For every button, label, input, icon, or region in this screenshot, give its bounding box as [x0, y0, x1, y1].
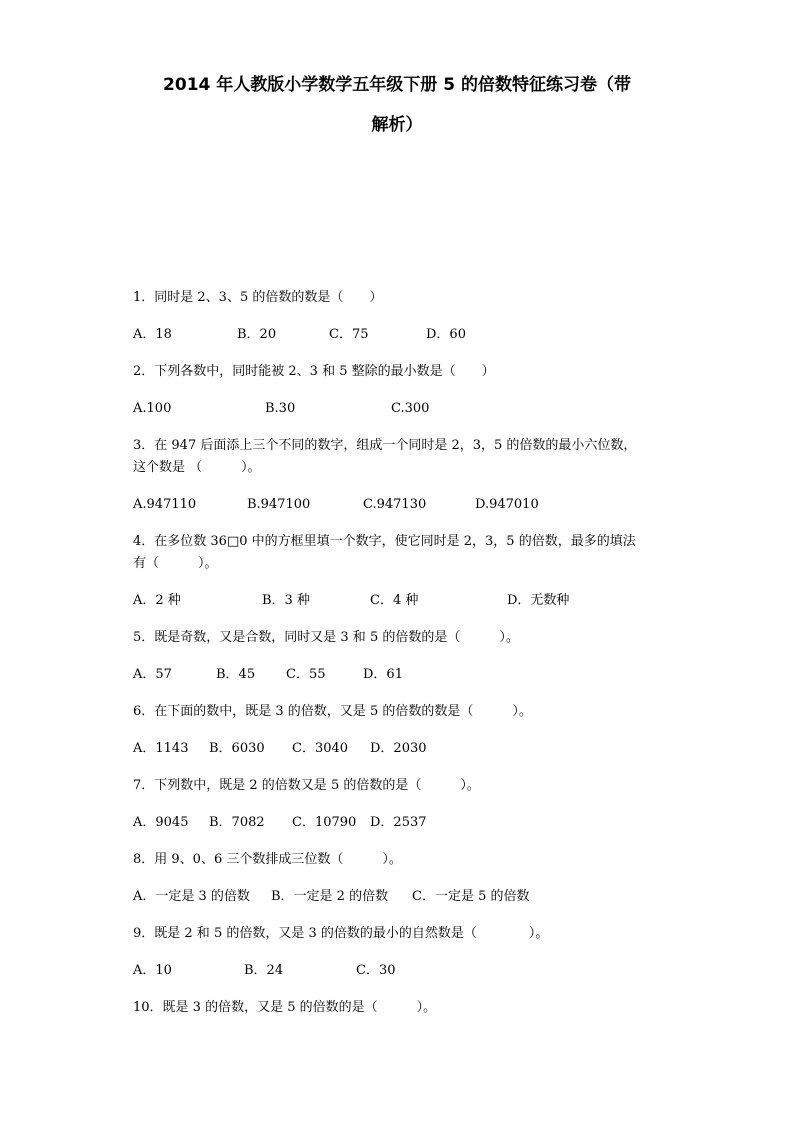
option-a: A．10 — [133, 963, 172, 978]
option-b: B.947100 — [247, 497, 311, 512]
option-c: C．55 — [286, 667, 326, 682]
question-8: 8．用 9、0、6 三个数排成三位数（ ）。 — [133, 852, 402, 867]
question-list — [133, 287, 673, 1019]
question-3-continued: 这个数是 （ ）。 — [133, 460, 261, 475]
option-a: A．2 种 — [133, 593, 181, 608]
question-4-options — [133, 590, 673, 612]
option-a: A．9045 — [133, 815, 189, 830]
option-b: B．7082 — [209, 815, 265, 830]
option-d: D．61 — [363, 667, 403, 682]
option-b: B.30 — [265, 401, 296, 416]
option-c: C．10790 — [292, 815, 357, 830]
option-b: B．3 种 — [262, 593, 310, 608]
option-a: A．57 — [133, 667, 172, 682]
option-b: B．6030 — [209, 741, 265, 756]
question-1: 1．同时是 2、3、5 的倍数的数是（ ） — [133, 290, 383, 305]
title-line-2: 解析） — [371, 115, 423, 135]
option-a: A．1143 — [133, 741, 189, 756]
question-2: 2．下列各数中，同时能被 2、3 和 5 整除的最小数是（ ） — [133, 364, 495, 379]
option-c: C．一定是 5 的倍数 — [412, 889, 530, 904]
question-9: 9．既是 2 和 5 的倍数，又是 3 的倍数的最小的自然数是（ ）。 — [133, 926, 549, 941]
option-b: B．24 — [244, 963, 284, 978]
option-d: D．60 — [426, 327, 466, 342]
option-b: B．45 — [216, 667, 256, 682]
option-b: B．一定是 2 的倍数 — [271, 889, 389, 904]
question-5-options — [133, 664, 673, 686]
question-10: 10．既是 3 的倍数，又是 5 的倍数的是（ ）。 — [133, 1000, 437, 1015]
option-a: A.100 — [133, 401, 172, 416]
question-4-continued: 有（ ）。 — [133, 556, 218, 571]
option-d: D．2030 — [370, 741, 427, 756]
title-line-1: 2014 年人教版小学数学五年级下册 5 的倍数特征练习卷（带 — [163, 75, 631, 95]
option-a: A．18 — [133, 327, 172, 342]
question-7-options — [133, 812, 673, 834]
question-5: 5．既是奇数，又是合数，同时又是 3 和 5 的倍数的是（ ）。 — [133, 630, 519, 645]
option-d: D.947010 — [475, 497, 539, 512]
option-d: D．无数种 — [507, 593, 570, 608]
option-b: B．20 — [237, 327, 277, 342]
question-1-options — [133, 324, 673, 346]
option-a: A．一定是 3 的倍数 — [133, 889, 250, 904]
option-c: C．75 — [329, 327, 369, 342]
option-c: C．3040 — [292, 741, 349, 756]
question-9-options — [133, 960, 673, 982]
option-c: C.947130 — [363, 497, 427, 512]
option-c: C．30 — [356, 963, 396, 978]
question-7: 7．下列数中，既是 2 的倍数又是 5 的倍数的是（ ）。 — [133, 778, 480, 793]
option-a: A.947110 — [133, 497, 197, 512]
question-6-options — [133, 738, 673, 760]
question-4: 4．在多位数 36□0 中的方框里填一个数字，使它同时是 2，3，5 的倍数，最多的填法 — [133, 534, 636, 549]
question-3-options — [133, 494, 673, 516]
option-c: C．4 种 — [370, 593, 419, 608]
question-8-options — [133, 886, 673, 908]
option-d: D．2537 — [370, 815, 427, 830]
question-3: 3．在 947 后面添上三个不同的数字，组成一个同时是 2，3，5 的倍数的最小六位数， — [133, 438, 637, 453]
document-title — [120, 65, 674, 145]
question-2-options — [133, 398, 673, 420]
question-6: 6．在下面的数中，既是 3 的倍数，又是 5 的倍数的数是（ ）。 — [133, 704, 532, 719]
option-c: C.300 — [391, 401, 430, 416]
